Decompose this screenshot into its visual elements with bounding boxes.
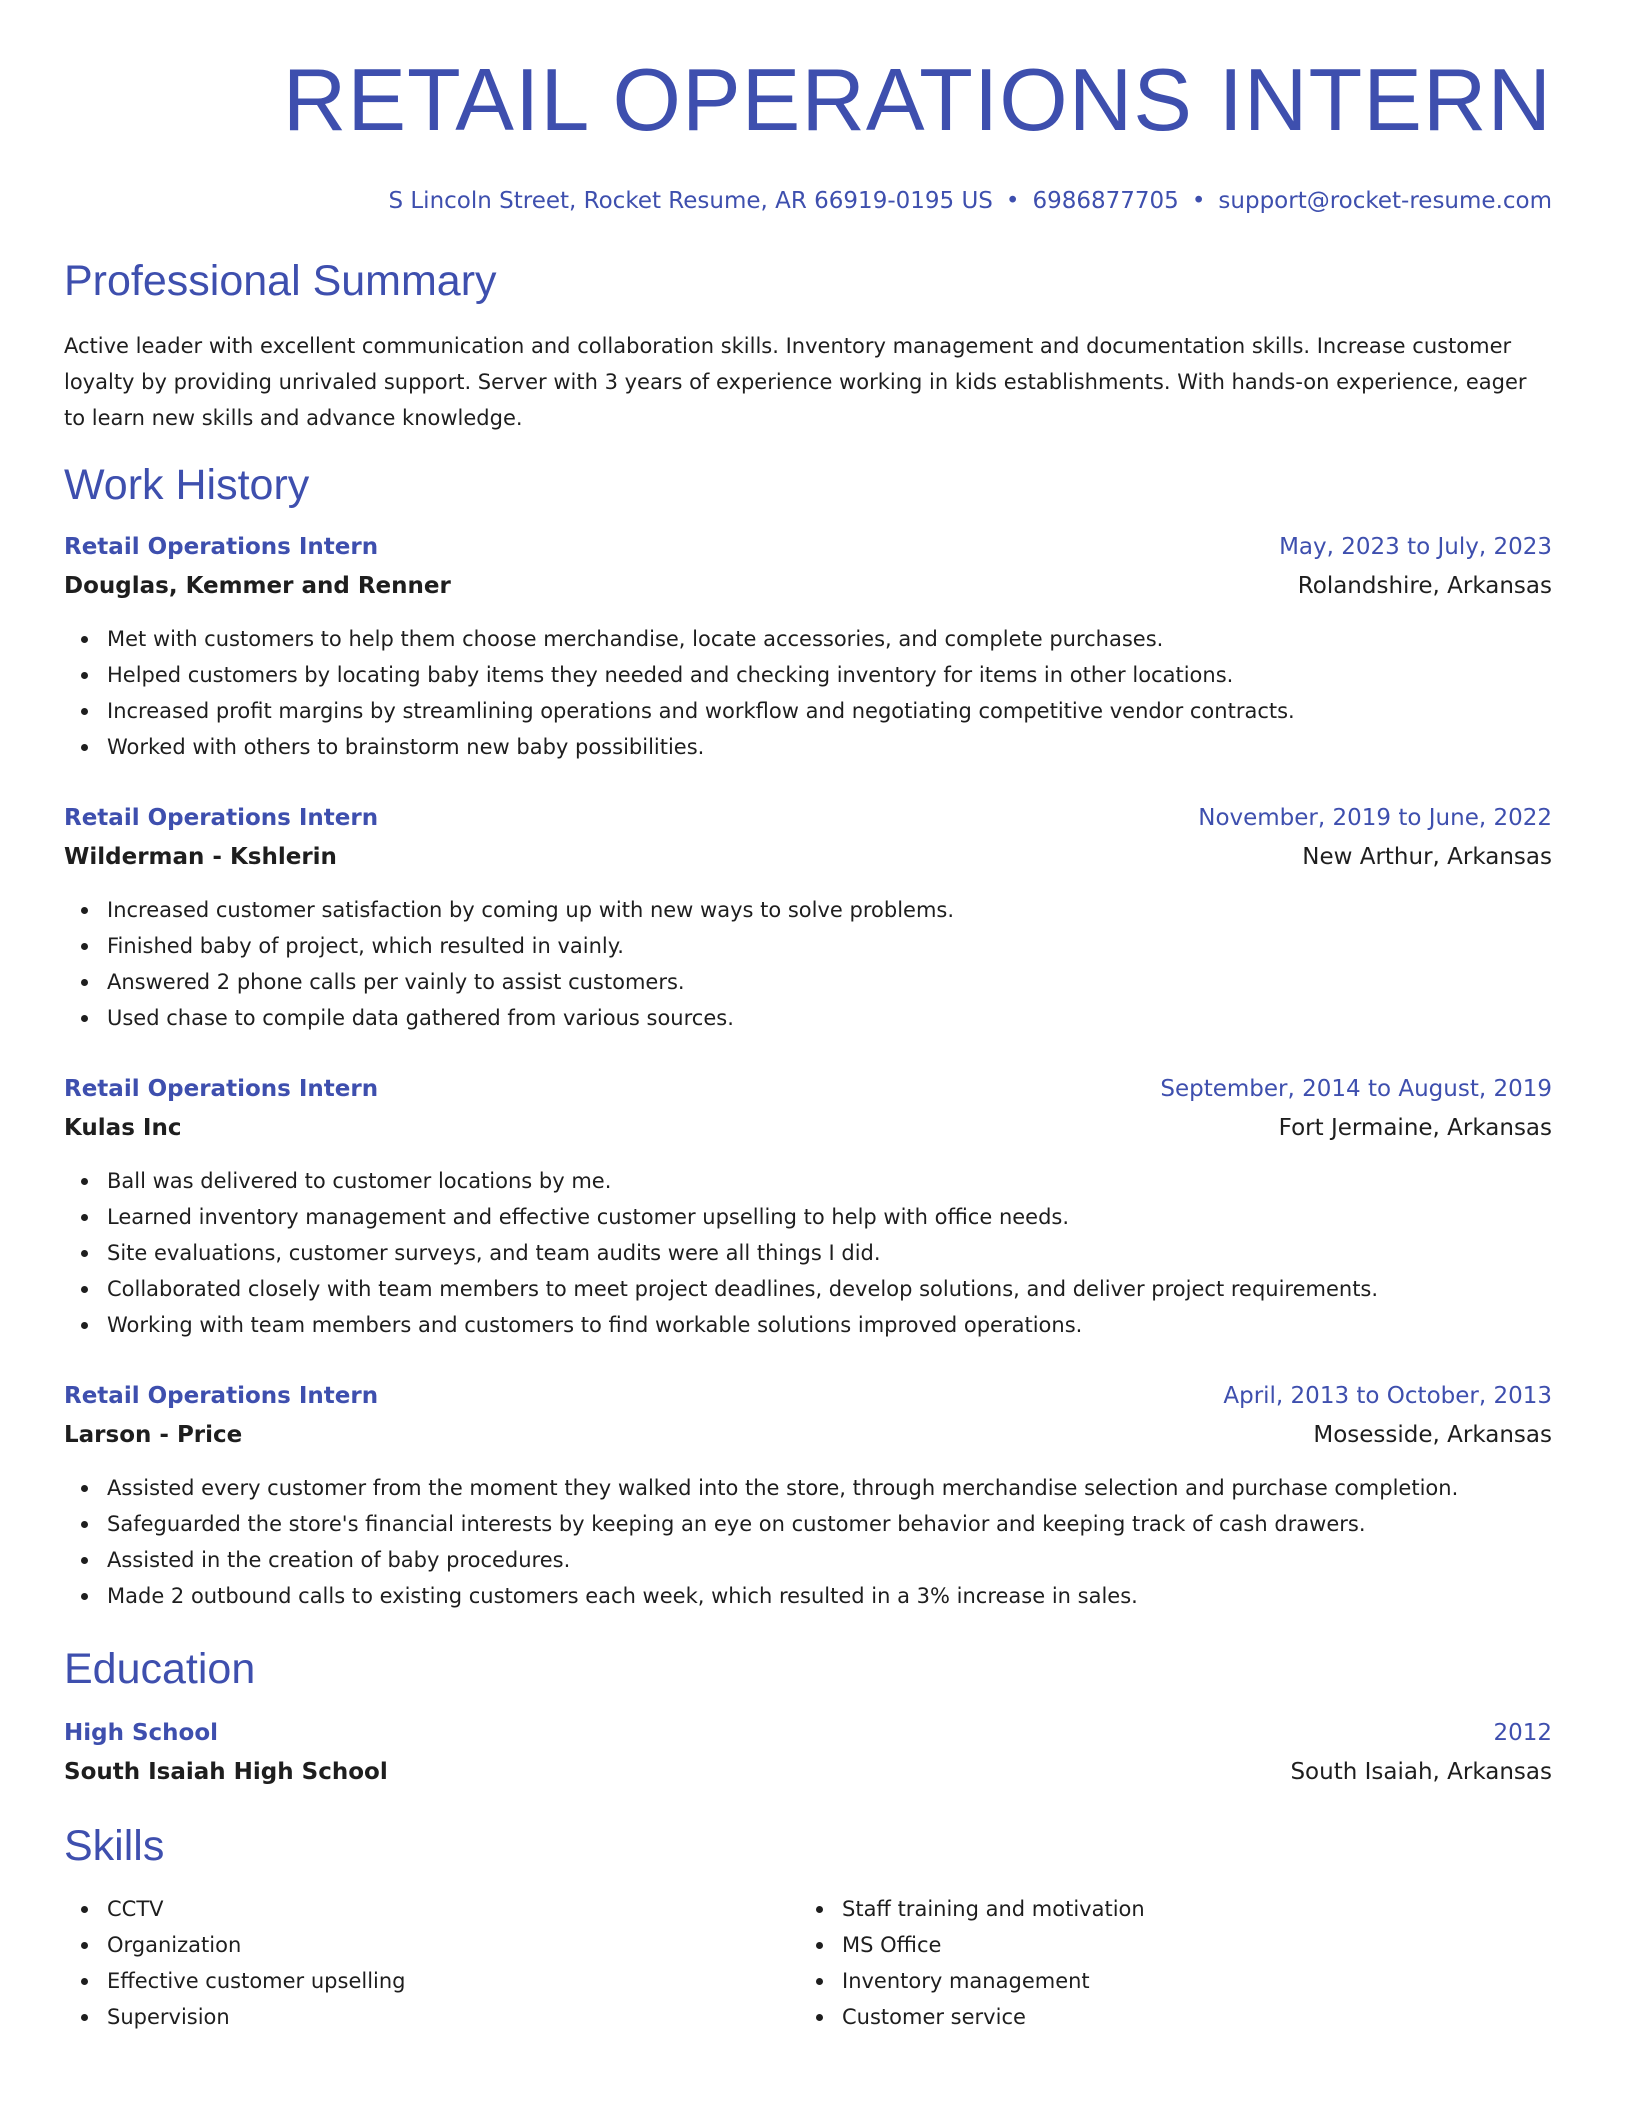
- job-bullet: Worked with others to brainstorm new baby possibilities.: [64, 729, 1552, 765]
- education-entry: [64, 1718, 1552, 1787]
- job-bullet: Safeguarded the store's financial interests by keeping an eye on customer behavior and keeping track of cash drawers.: [64, 1506, 1552, 1542]
- job-bullets: [64, 1163, 1552, 1343]
- job-dates: September, 2014 to August, 2019: [1160, 1076, 1552, 1102]
- job-title: Retail Operations Intern: [64, 534, 379, 560]
- job-bullet: Met with customers to help them choose merchandise, locate accessories, and complete purchases.: [64, 621, 1552, 657]
- resume-header: [64, 52, 1552, 216]
- contact-phone: 6986877705: [1032, 188, 1179, 214]
- contact-separator: •: [1191, 188, 1206, 214]
- summary-heading: Professional Summary: [64, 257, 497, 305]
- skill-item: Inventory management: [799, 1963, 1534, 1999]
- job-entry: [64, 532, 1552, 765]
- job-bullet: Answered 2 phone calls per vainly to assist customers.: [64, 964, 1552, 1000]
- skill-item: Customer service: [799, 1999, 1534, 2035]
- skill-item: CCTV: [64, 1891, 799, 1927]
- job-bullet: Helped customers by locating baby items they needed and checking inventory for items in other locations.: [64, 657, 1552, 693]
- job-bullet: Increased customer satisfaction by coming up with new ways to solve problems.: [64, 892, 1552, 928]
- skill-item: Supervision: [64, 1999, 799, 2035]
- skill-item: Staff training and motivation: [799, 1891, 1534, 1927]
- job-entry: [64, 1381, 1552, 1614]
- education-location: South Isaiah, Arkansas: [1290, 1759, 1552, 1785]
- skills-list: [64, 1891, 1552, 2035]
- job-company: Kulas Inc: [64, 1115, 182, 1141]
- job-location: Mosesside, Arkansas: [1313, 1422, 1552, 1448]
- job-bullet: Assisted in the creation of baby procedures.: [64, 1542, 1552, 1578]
- job-dates: April, 2013 to October, 2013: [1223, 1383, 1552, 1409]
- skill-item: Organization: [64, 1927, 799, 1963]
- job-location: New Arthur, Arkansas: [1302, 844, 1552, 870]
- job-bullet: Assisted every customer from the moment they walked into the store, through merchandise selection and purchase completion.: [64, 1470, 1552, 1506]
- job-bullet: Increased profit margins by streamlining operations and workflow and negotiating competitive vendor contracts.: [64, 693, 1552, 729]
- job-bullet: Used chase to compile data gathered from various sources.: [64, 1000, 1552, 1036]
- job-company: Larson - Price: [64, 1422, 243, 1448]
- job-bullet: Collaborated closely with team members to meet project deadlines, develop solutions, and deliver project requirements.: [64, 1271, 1552, 1307]
- job-bullets: [64, 1470, 1552, 1614]
- contact-address: S Lincoln Street, Rocket Resume, AR 66919-0195 US: [388, 188, 993, 214]
- skills-column-right: [799, 1891, 1534, 2035]
- contact-line: [64, 186, 1552, 216]
- job-dates: November, 2019 to June, 2022: [1198, 805, 1552, 831]
- job-bullet: Finished baby of project, which resulted in vainly.: [64, 928, 1552, 964]
- job-entry: [64, 1074, 1552, 1343]
- job-location: Fort Jermaine, Arkansas: [1278, 1115, 1552, 1141]
- job-title: Retail Operations Intern: [64, 1076, 379, 1102]
- contact-email: support@rocket-resume.com: [1218, 188, 1552, 214]
- job-title: Retail Operations Intern: [64, 1383, 379, 1409]
- job-bullets: [64, 892, 1552, 1036]
- job-bullet: Learned inventory management and effective customer upselling to help with office needs.: [64, 1199, 1552, 1235]
- job-bullet: Ball was delivered to customer locations by me.: [64, 1163, 1552, 1199]
- resume-name: RETAIL OPERATIONS INTERN: [282, 50, 1552, 149]
- education-degree: High School: [64, 1720, 219, 1746]
- job-bullet: Made 2 outbound calls to existing customers each week, which resulted in a 3% increase in sales.: [64, 1578, 1552, 1614]
- skill-item: MS Office: [799, 1927, 1534, 1963]
- job-bullet: Site evaluations, customer surveys, and team audits were all things I did.: [64, 1235, 1552, 1271]
- education-heading: Education: [64, 1645, 256, 1693]
- education-year: 2012: [1493, 1720, 1552, 1746]
- work-history-heading: Work History: [64, 461, 310, 509]
- job-location: Rolandshire, Arkansas: [1297, 573, 1552, 599]
- job-company: Wilderman - Kshlerin: [64, 844, 337, 870]
- job-dates: May, 2023 to July, 2023: [1279, 534, 1552, 560]
- job-title: Retail Operations Intern: [64, 805, 379, 831]
- job-bullets: [64, 621, 1552, 765]
- skill-item: Effective customer upselling: [64, 1963, 799, 1999]
- job-company: Douglas, Kemmer and Renner: [64, 573, 451, 599]
- skills-heading: Skills: [64, 1822, 165, 1870]
- contact-separator: •: [1005, 188, 1020, 214]
- job-entry: [64, 803, 1552, 1036]
- education-school: South Isaiah High School: [64, 1759, 388, 1785]
- summary-text: Active leader with excellent communication and collaboration skills. Inventory management and documentation skills. Increase customer loyalty by providing unrivaled support. Server with 3 years of experience working in kids establishments. With hands-on experience, eager to learn new skills and advance knowledge.: [64, 334, 1527, 430]
- job-bullet: Working with team members and customers to find workable solutions improved operations.: [64, 1307, 1552, 1343]
- skills-column-left: [64, 1891, 799, 2035]
